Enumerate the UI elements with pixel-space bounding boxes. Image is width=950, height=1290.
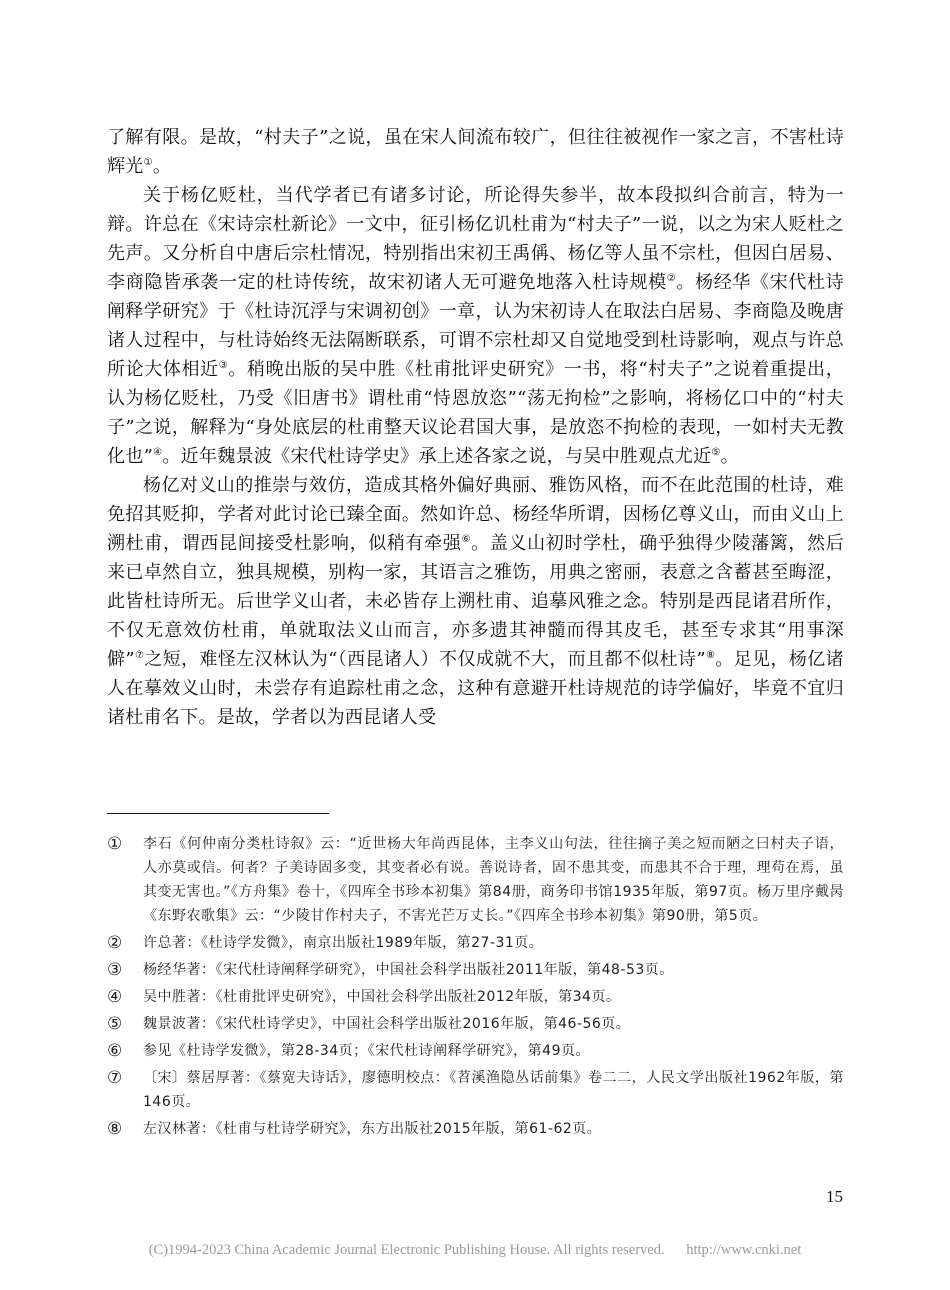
footnotes	[107, 832, 844, 1144]
text-run: 。盖义山初时学杜，确乎独得少陵藩篱，然后来已卓然自立，独具规模，别构一家，其语言之雅饬，用典之密丽，表意之含蓄甚至晦涩，此皆杜诗所无。后世学义山者，未必皆存上溯杜甫、追摹风雅之念。特别是西昆诸君所作，不仅无意效仿杜甫，单就取法义山而言，亦多遗其神髓而得其皮毛，甚至专求其“用事深僻”	[107, 533, 845, 670]
footnote-reference: ③	[218, 360, 229, 371]
footnote-marker: ⑥	[107, 1041, 123, 1061]
footnote-text: 吴中胜著：《杜甫批评史研究》，中国社会科学出版社2012年版，第34页。	[143, 989, 621, 1005]
footnote-5	[107, 1012, 844, 1036]
footnote-reference: ②	[666, 273, 677, 284]
footnote-text: 李石《何仲南分类杜诗叙》云：“近世杨大年尚西昆体，主李义山句法，往往摘子美之短而陋之曰村夫子语，人亦莫或信。何者？子美诗固多变，其变者必有说。善说诗者，固不患其变，而患其不合于理，理苟在焉，虽其变无害也。”《方舟集》卷十，《四库全书珍本初集》第84册，商务印书馆1935年版，第97页。杨万里序戴昺《东野农歌集》云：“少陵甘作村夫子，不害光芒万丈长。”《四库全书珍本初集》第90册，第5页。	[143, 836, 844, 924]
footnote-text: 参见《杜诗学发微》，第28-34页；《宋代杜诗阐释学研究》，第49页。	[143, 1043, 590, 1059]
footnote-marker: ②	[107, 933, 123, 953]
paragraph-1	[107, 123, 844, 181]
footnote-reference: ①	[143, 157, 153, 168]
footnote-marker: ⑦	[107, 1068, 123, 1088]
footnote-text: 杨经华著：《宋代杜诗阐释学研究》，中国社会科学出版社2011年版，第48-53页。	[143, 962, 674, 978]
text-run: 。	[152, 156, 172, 177]
text-run: 关于杨亿贬杜，当代学者已有诸多讨论，所论得失参半，故本段拟纠合前言，特为一辩。许总在《宋诗宗杜新论》一文中，征引杨亿讥杜甫为“村夫子”一说，以之为宋人贬杜之先声。又分析自中唐后宗杜情况，特别指出宋初王禹偁、杨亿等人虽不宗杜，但因白居易、李商隐皆承袭一定的杜诗传统，故宋初诸人无可避免地落入杜诗规模	[107, 185, 844, 293]
text-run: 。近年魏景波《宋代杜诗学史》承上述各家之说，与吴中胜观点尤近	[162, 446, 712, 467]
footnote-marker: ⑧	[107, 1119, 123, 1139]
footnote-4	[107, 985, 844, 1009]
footnote-marker: ③	[107, 960, 123, 980]
footnote-text: 左汉林著：《杜甫与杜诗学研究》，东方出版社2015年版，第61-62页。	[143, 1121, 602, 1137]
footnote-text: 〔宋〕蔡居厚著：《蔡宽夫诗话》，廖德明校点：《苕溪渔隐丛话前集》卷二二，人民文学出版社1962年版，第146页。	[143, 1070, 844, 1110]
footnote-reference: ⑥	[461, 534, 472, 545]
footnote-3	[107, 958, 844, 982]
text-run: 。	[720, 446, 739, 467]
footnote-1	[107, 832, 844, 928]
copyright-notice: (C)1994-2023 China Academic Journal Electronic Publishing House. All rights reserved.	[148, 1242, 665, 1258]
paragraph-2	[107, 181, 844, 471]
footnote-separator	[107, 813, 329, 814]
footnote-text: 魏景波著：《宋代杜诗学史》，中国社会科学出版社2016年版，第46-56页。	[143, 1016, 631, 1032]
paragraph-3	[107, 471, 844, 732]
text-run: 了解有限。是故，“村夫子”之说，虽在宋人间流布较广，但往往被视作一家之言，不害杜诗辉光	[107, 127, 844, 177]
text-run: 。稍晚出版的吴中胜《杜甫批评史研究》一书，将“村夫子”之说着重提出，认为杨亿贬杜，乃受《旧唐书》谓杜甫“恃恩放恣”“荡无拘检”之影响，将杨亿口中的“村夫子”之说，解释为“身处底层的杜甫整天议论君国大事，是放恣不拘检的表现，一如村夫无教化也”	[107, 359, 844, 467]
footnote-7	[107, 1066, 844, 1114]
text-run: 。足见，杨亿诸人在摹效义山时，未尝存有追踪杜甫之念，这种有意避开杜诗规范的诗学偏好，毕竟不宜归诸杜甫名下。是故，学者以为西昆诸人受	[107, 649, 844, 728]
footnote-text: 许总著：《杜诗学发微》，南京出版社1989年版，第27-31页。	[143, 935, 544, 951]
footnote-8	[107, 1117, 844, 1141]
footnote-marker: ⑤	[107, 1014, 123, 1034]
body-text	[107, 123, 844, 732]
footnote-reference: ⑤	[711, 447, 721, 458]
footnote-marker: ①	[107, 834, 123, 854]
footnote-2	[107, 931, 844, 955]
text-run: 之短，难怪左汉林认为“（西昆诸人）不仅成就不大，而且都不似杜诗”	[144, 649, 706, 670]
page-number: 15	[826, 1187, 843, 1206]
footer-url: http://www.cnki.net	[686, 1242, 802, 1258]
page-footer	[0, 1242, 950, 1259]
footnote-6	[107, 1039, 844, 1063]
footnote-marker: ④	[107, 987, 123, 1007]
text-run: 。杨经华《宋代杜诗阐释学研究》于《杜诗沉浮与宋调初创》一章，认为宋初诗人在取法白居易、李商隐及晚唐诸人过程中，与杜诗始终无法隔断联系，可谓不宗杜却又自觉地受到杜诗影响，观点与许总所论大体相近	[107, 272, 844, 380]
footnote-reference: ④	[153, 447, 163, 458]
text-run: 杨亿对义山的推崇与效仿，造成其格外偏好典丽、雅饬风格，而不在此范围的杜诗，难免招其贬抑，学者对此讨论已臻全面。然如许总、杨经华所谓，因杨亿尊义山，而由义山上溯杜甫，谓西昆间接受杜影响，似稍有牵强	[107, 475, 844, 554]
footnote-reference: ⑦	[134, 650, 145, 661]
footnote-reference: ⑧	[705, 650, 716, 661]
